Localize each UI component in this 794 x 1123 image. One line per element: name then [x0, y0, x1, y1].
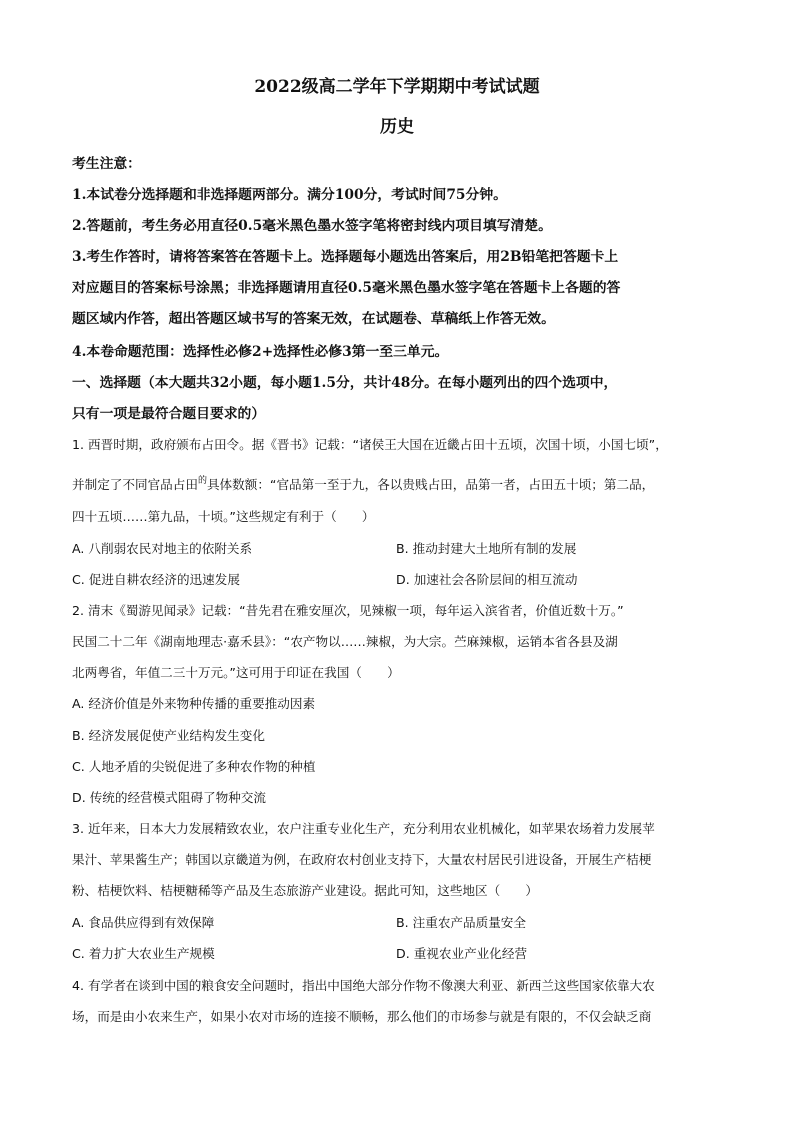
question-text-part: 并制定了不同官品占田 — [72, 477, 198, 492]
question-text — [72, 474, 654, 493]
option-d: D. 加速社会各阶层间的相互流动 — [396, 572, 578, 587]
superscript-text: 的 — [197, 476, 207, 486]
exam-title: 2022级高二学年下学期期中考试试题 — [254, 77, 540, 97]
option-c: C. 促进自耕农经济的迅速发展 — [72, 572, 240, 587]
question-text: 粉、桔梗饮料、桔梗糖稀等产品及生态旅游产业建设。据此可知，这些地区（ ） — [72, 883, 538, 898]
question-text: 四十五顷……第九品，十顷。”这些规定有利于（ ） — [72, 509, 375, 524]
notice-item: 2.答题前，考生务必用直径0.5毫米黑色墨水签字笔将密封线内项目填写清楚。 — [72, 218, 552, 234]
question-text: 2. 清末《蜀游见闻录》记载：“昔先君在雅安厘次，见辣椒一项，每年运入滨省者，价值近数十万。” — [72, 603, 624, 618]
notice-item: 4.本卷命题范围：选择性必修2+选择性必修3第一至三单元。 — [72, 344, 449, 360]
option-b: B. 经济发展促使产业结构发生变化 — [72, 728, 265, 743]
option-b: B. 推动封建大土地所有制的发展 — [396, 541, 577, 556]
notice-item: 3.考生作答时，请将答案答在答题卡上。选择题每小题选出答案后，用2B铅笔把答题卡上 — [72, 249, 619, 265]
option-a: A. 食品供应得到有效保障 — [72, 915, 215, 930]
question-text: 北两粤省，年值二三十万元。”这可用于印证在我国（ ） — [72, 665, 400, 680]
question-text: 4. 有学者在谈到中国的粮食安全问题时，指出中国绝大部分作物不像澳大利亚、新西兰这些国家依靠大农 — [72, 978, 655, 993]
question-text: 民国二十二年《湖南地理志·嘉禾县》：“农产物以……辣椒，为大宗。苎麻辣椒，运销本省各县及湖 — [72, 634, 618, 649]
section-heading-cont: 只有一项是最符合题目要求的） — [72, 406, 266, 422]
question-text: 果汁、苹果酱生产；韩国以京畿道为例，在政府农村创业支持下，大量农村居民引进设备，开展生产桔梗 — [72, 852, 652, 867]
notice-heading: 考生注意： — [72, 156, 141, 172]
section-heading: 一、选择题（本大题共32小题，每小题1.5分，共计48分。在每小题列出的四个选项中， — [72, 375, 618, 391]
option-b: B. 注重农产品质量安全 — [396, 915, 526, 930]
option-c: C. 人地矛盾的尖锐促进了多种农作物的种植 — [72, 759, 316, 774]
option-a: A. 经济价值是外来物种传播的重要推动因素 — [72, 696, 316, 711]
question-text: 场，而是由小农来生产，如果小农对市场的连接不顺畅，那么他们的市场参与就是有限的，不仅会缺乏商 — [72, 1009, 652, 1024]
question-text: 1. 西晋时期，政府颁布占田令。据《晋书》记载：“诸侯王大国在近畿占田十五顷，次国十顷，小国七顷”， — [72, 437, 668, 452]
subject-title: 历史 — [380, 117, 414, 137]
option-a: A. 八削弱农民对地主的依附关系 — [72, 541, 253, 556]
notice-item: 对应题目的答案标号涂黑；非选择题请用直径0.5毫米黑色墨水签字笔在答题卡上各题的答 — [72, 280, 621, 296]
notice-item: 题区域内作答，超出答题区域书写的答案无效，在试题卷、草稿纸上作答无效。 — [72, 311, 555, 327]
option-d: D. 重视农业产业化经营 — [396, 946, 528, 961]
option-d: D. 传统的经营模式阻碍了物种交流 — [72, 790, 267, 805]
question-text: 3. 近年来，日本大力发展精致农业，农户注重专业化生产，充分利用农业机械化，如苹果农场着力发展苹 — [72, 821, 655, 836]
question-text-part: 具体数额：“官品第一至于九，各以贵贱占田，品第一者，占田五十顷；第二品， — [206, 477, 655, 492]
notice-item: 1.本试卷分选择题和非选择题两部分。满分100分，考试时间75分钟。 — [72, 187, 507, 203]
option-c: C. 着力扩大农业生产规模 — [72, 946, 215, 961]
